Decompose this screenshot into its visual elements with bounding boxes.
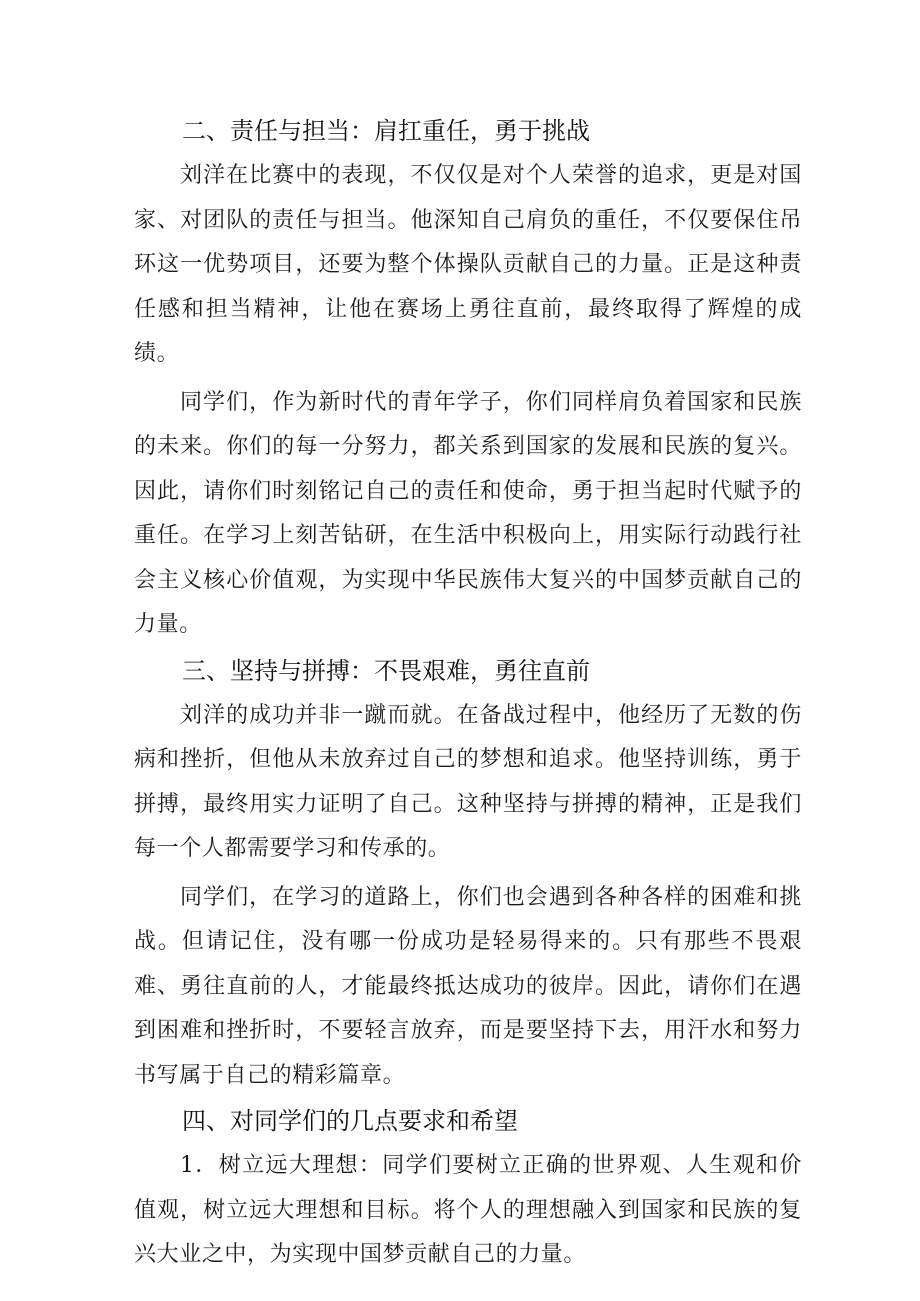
paragraph: 刘洋的成功并非一蹴而就。在备战过程中，他经历了无数的伤病和挫折，但他从未放弃过自己的梦想和追求。他坚持训练，勇于拼搏，最终用实力证明了自己。这种坚持与拼搏的精神，正是我们每一个人都需要学习和传承的。	[134, 702, 802, 861]
paragraph: 同学们，作为新时代的青年学子，你们同样肩负着国家和民族的未来。你们的每一分努力，都关系到国家的发展和民族的复兴。因此，请你们时刻铭记自己的责任和使命，勇于担当起时代赋予的重任。在学习上刻苦钻研，在生活中积极向上，用实际行动践行社会主义核心价值观，为实现中华民族伟大复兴的中国梦贡献自己的力量。	[134, 389, 802, 637]
section-heading-perseverance: 三、坚持与拼搏：不畏艰难，勇往直前	[182, 656, 590, 685]
paragraph: 同学们，在学习的道路上，你们也会遇到各种各样的困难和挑战。但请记住，没有哪一份成功是轻易得来的。只有那些不畏艰难、勇往直前的人，才能最终抵达成功的彼岸。因此，请你们在遇到困难和挫折时，不要轻言放弃，而是要坚持下去，用汗水和努力书写属于自己的精彩篇章。	[134, 884, 802, 1088]
paragraph: 1．树立远大理想：同学们要树立正确的世界观、人生观和价值观，树立远大理想和目标。将个人的理想融入到国家和民族的复兴大业之中，为实现中国梦贡献自己的力量。	[134, 1153, 802, 1267]
paragraph: 刘洋在比赛中的表现，不仅仅是对个人荣誉的追求，更是对国家、对团队的责任与担当。他深知自己肩负的重任，不仅要保住吊环这一优势项目，还要为整个体操队贡献自己的力量。正是这种责任感和担当精神，让他在赛场上勇往直前，最终取得了辉煌的成绩。	[134, 163, 802, 366]
section-heading-responsibility: 二、责任与担当：肩扛重任，勇于挑战	[182, 117, 590, 145]
document-body	[134, 108, 802, 1278]
section-heading-expectations: 四、对同学们的几点要求和希望	[182, 1107, 518, 1135]
